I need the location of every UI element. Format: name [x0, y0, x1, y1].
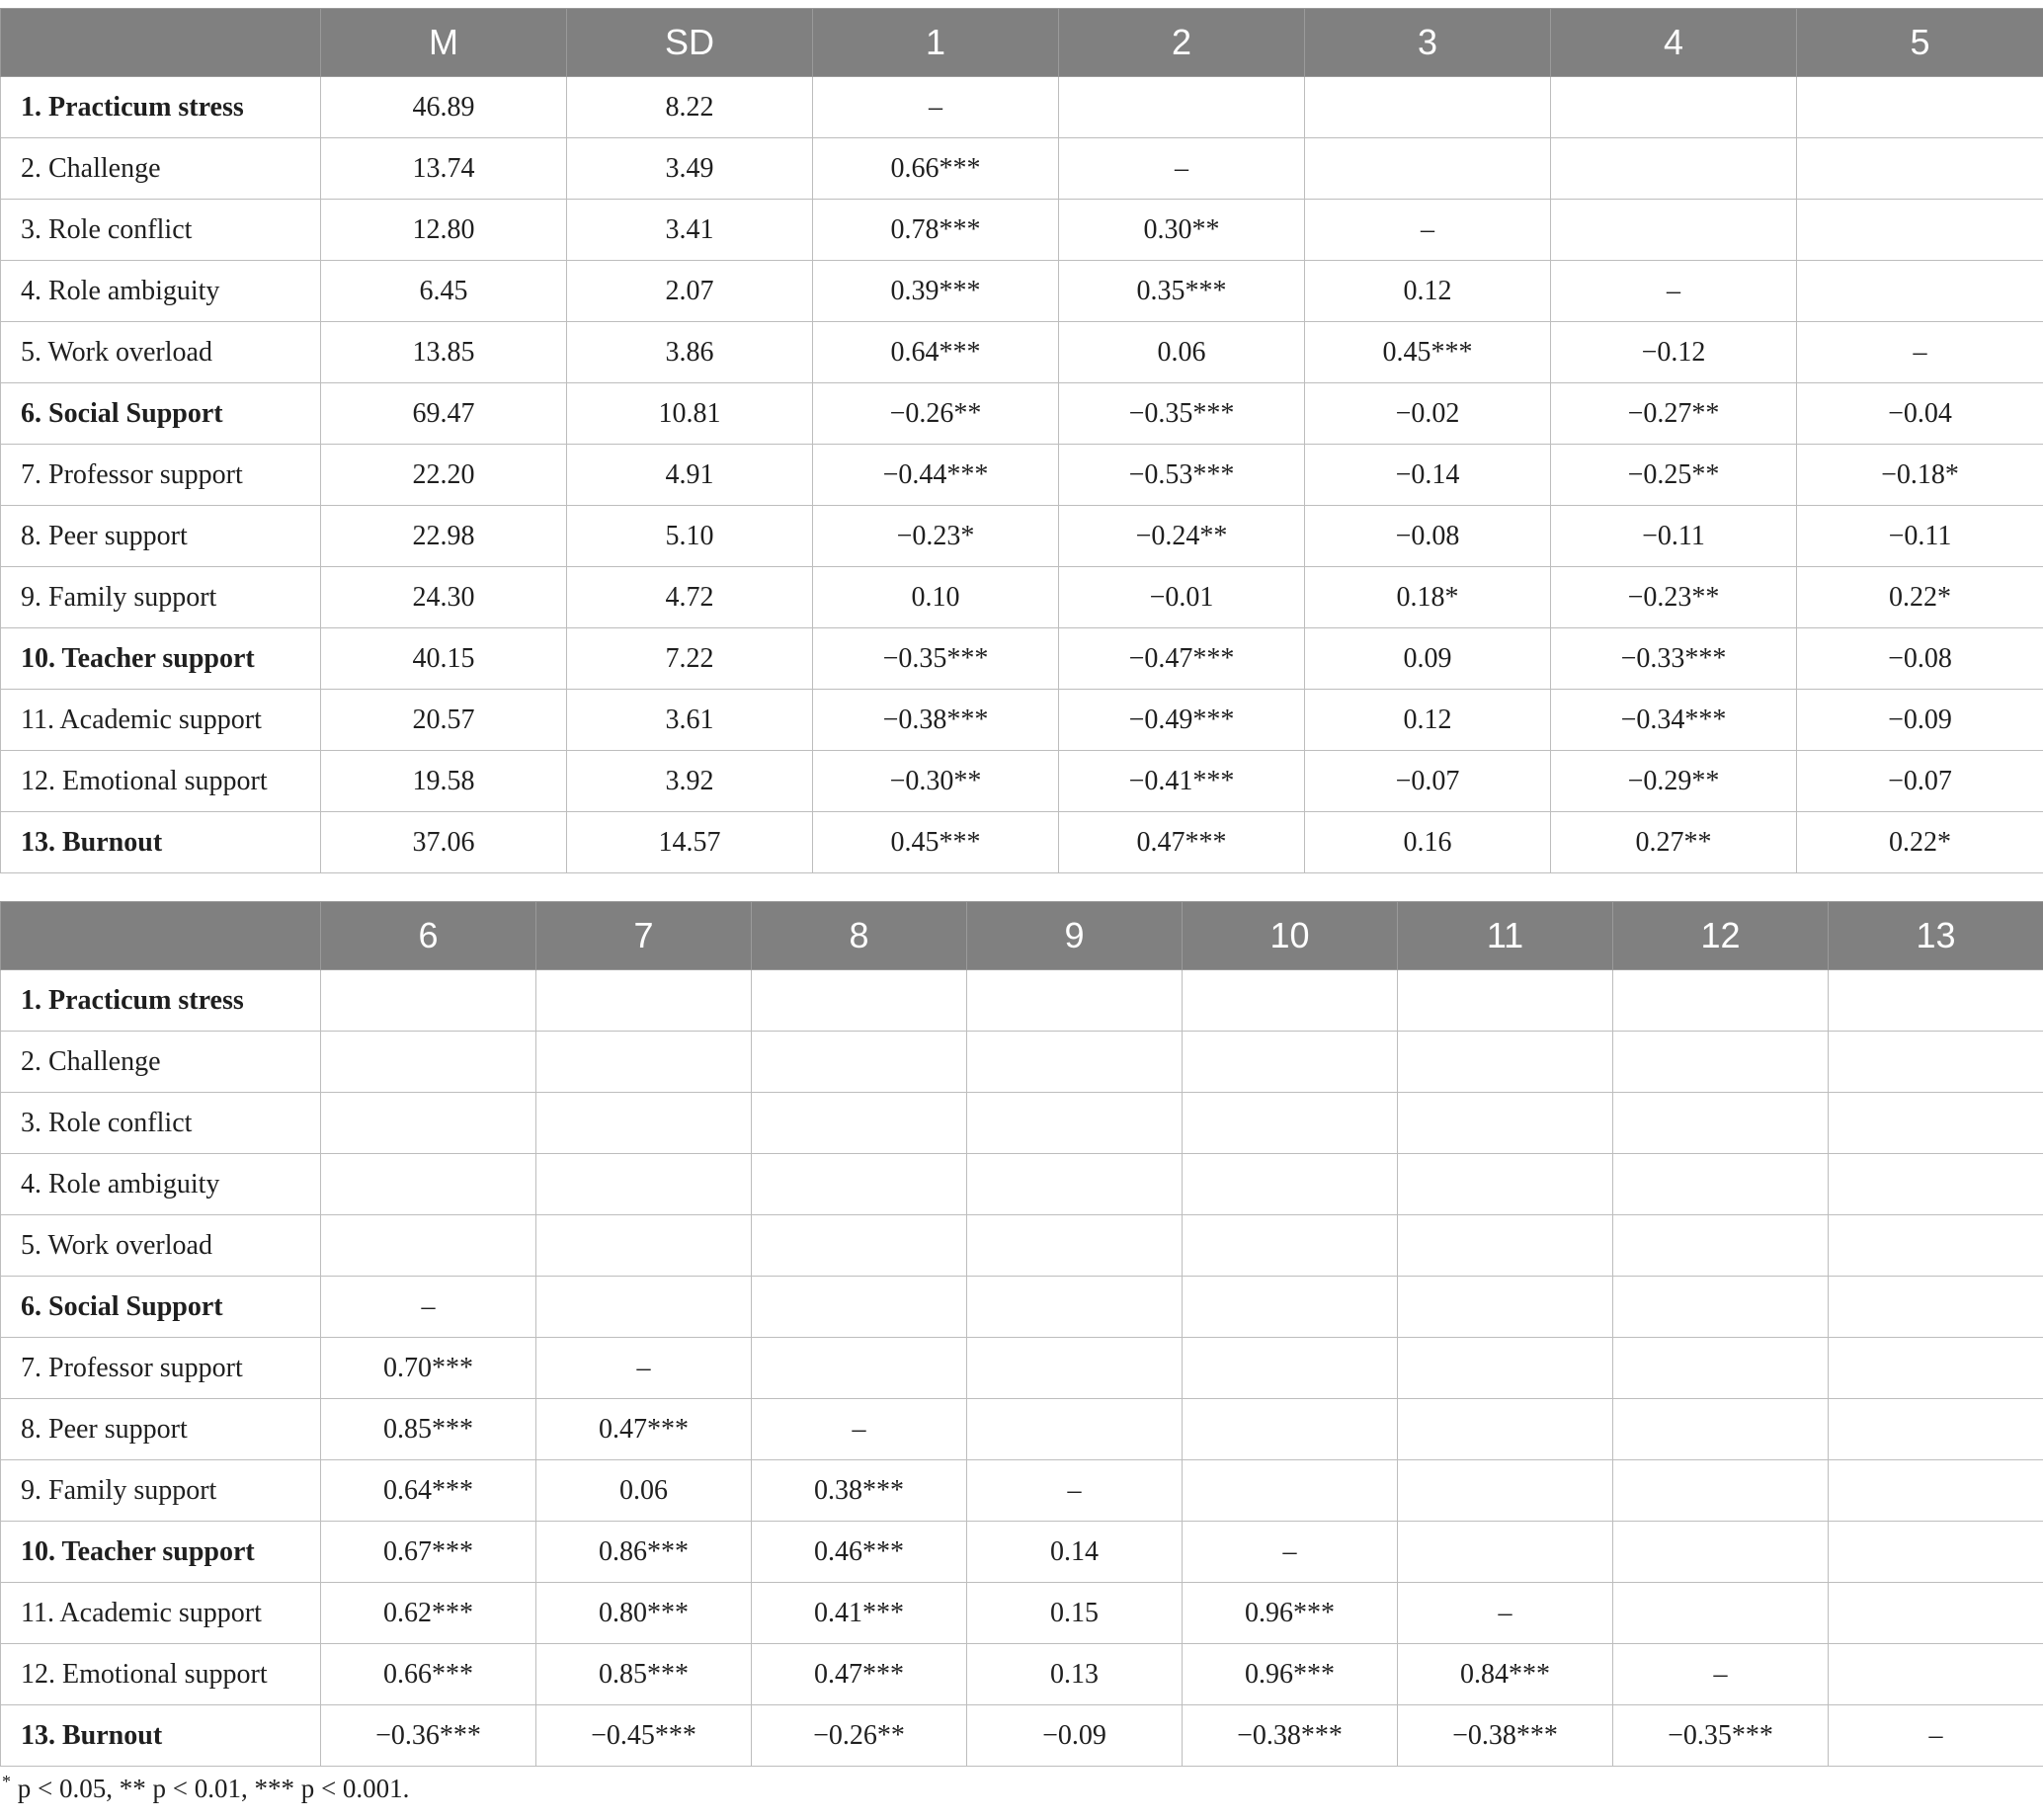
table-cell: −0.02: [1305, 383, 1551, 445]
table-cell: [967, 1154, 1183, 1215]
table-cell: [1551, 138, 1797, 200]
table-cell: −0.18*: [1797, 445, 2043, 506]
table-cell: –: [752, 1399, 967, 1460]
table-cell: −0.07: [1797, 751, 2043, 812]
table-cell: −0.11: [1551, 506, 1797, 567]
table-cell: [1398, 1093, 1613, 1154]
column-header: 2: [1059, 9, 1305, 77]
table-cell: 69.47: [321, 383, 567, 445]
table-row: [1, 506, 2043, 567]
table-cell: [1613, 1154, 1829, 1215]
table-row: [1, 1215, 2043, 1277]
table-row: [1, 322, 2043, 383]
table-cell: 0.22*: [1797, 567, 2043, 628]
table-cell: 3.41: [567, 200, 813, 261]
table-cell: 0.86***: [536, 1522, 752, 1583]
table-cell: [1613, 1460, 1829, 1522]
table-cell: −0.44***: [813, 445, 1059, 506]
table-cell: 3.92: [567, 751, 813, 812]
column-header: 9: [967, 902, 1183, 970]
table-row: [1, 1644, 2043, 1705]
table-cell: –: [1183, 1522, 1398, 1583]
table-cell: −0.08: [1797, 628, 2043, 690]
row-label: 7. Professor support: [1, 1338, 321, 1399]
table-cell: −0.26**: [752, 1705, 967, 1767]
table-cell: [1829, 970, 2043, 1032]
table-cell: 0.22*: [1797, 812, 2043, 873]
table-cell: 13.85: [321, 322, 567, 383]
table-cell: [1183, 1277, 1398, 1338]
table-row: [1, 77, 2043, 138]
table-cell: 0.45***: [1305, 322, 1551, 383]
table-cell: 0.84***: [1398, 1644, 1613, 1705]
table-cell: 0.85***: [321, 1399, 536, 1460]
table-row: [1, 445, 2043, 506]
table-cell: [1829, 1032, 2043, 1093]
table-row: [1, 567, 2043, 628]
table-row: [1, 138, 2043, 200]
table-row: [1, 1032, 2043, 1093]
column-header: SD: [567, 9, 813, 77]
row-label: 6. Social Support: [1, 1277, 321, 1338]
table-cell: [1613, 970, 1829, 1032]
table-cell: [1613, 1338, 1829, 1399]
table-row: [1, 1522, 2043, 1583]
row-label: 7. Professor support: [1, 445, 321, 506]
table-cell: −0.30**: [813, 751, 1059, 812]
table-cell: −0.35***: [813, 628, 1059, 690]
table-cell: 0.47***: [536, 1399, 752, 1460]
table-cell: [1613, 1522, 1829, 1583]
row-label: 1. Practicum stress: [1, 970, 321, 1032]
column-header: M: [321, 9, 567, 77]
table-cell: 22.98: [321, 506, 567, 567]
table-cell: [1398, 1032, 1613, 1093]
table-cell: −0.38***: [1183, 1705, 1398, 1767]
column-header: 3: [1305, 9, 1551, 77]
table-cell: [967, 1215, 1183, 1277]
table-cell: [1797, 261, 2043, 322]
table-cell: [967, 1338, 1183, 1399]
table-cell: −0.29**: [1551, 751, 1797, 812]
table-cell: 0.96***: [1183, 1644, 1398, 1705]
table-cell: 13.74: [321, 138, 567, 200]
table-cell: −0.11: [1797, 506, 2043, 567]
table-row: [1, 383, 2043, 445]
table-cell: [1305, 138, 1551, 200]
table-cell: 46.89: [321, 77, 567, 138]
table-cell: −0.53***: [1059, 445, 1305, 506]
table-cell: [1183, 1399, 1398, 1460]
table-cell: [752, 1093, 967, 1154]
table-cell: [1398, 1154, 1613, 1215]
table-cell: –: [1797, 322, 2043, 383]
row-label: 10. Teacher support: [1, 1522, 321, 1583]
table-cell: [1398, 1277, 1613, 1338]
table-row: [1, 812, 2043, 873]
table-cell: 0.47***: [752, 1644, 967, 1705]
table-row: [1, 261, 2043, 322]
table-cell: 0.46***: [752, 1522, 967, 1583]
table-cell: [1183, 1215, 1398, 1277]
table-cell: [1059, 77, 1305, 138]
table-cell: [752, 1154, 967, 1215]
row-label: 9. Family support: [1, 567, 321, 628]
table-cell: 2.07: [567, 261, 813, 322]
footnote-star: *: [2, 1772, 11, 1791]
table-cell: 0.27**: [1551, 812, 1797, 873]
table-cell: [1829, 1399, 2043, 1460]
table-cell: −0.27**: [1551, 383, 1797, 445]
table-cell: [1829, 1644, 2043, 1705]
table-cell: 0.15: [967, 1583, 1183, 1644]
table-cell: [536, 1032, 752, 1093]
table-cell: [1398, 1338, 1613, 1399]
table-cell: [1613, 1583, 1829, 1644]
table-cell: −0.23*: [813, 506, 1059, 567]
row-label: 9. Family support: [1, 1460, 321, 1522]
table-cell: [967, 1277, 1183, 1338]
row-label: 12. Emotional support: [1, 751, 321, 812]
table-cell: [1183, 1154, 1398, 1215]
column-header: 11: [1398, 902, 1613, 970]
table-cell: –: [1398, 1583, 1613, 1644]
table-cell: 0.66***: [813, 138, 1059, 200]
column-header: 12: [1613, 902, 1829, 970]
row-label: 2. Challenge: [1, 138, 321, 200]
table-cell: 0.35***: [1059, 261, 1305, 322]
table-cell: 0.96***: [1183, 1583, 1398, 1644]
row-label: 4. Role ambiguity: [1, 1154, 321, 1215]
table-row: [1, 200, 2043, 261]
column-header: 8: [752, 902, 967, 970]
table-cell: −0.38***: [813, 690, 1059, 751]
table-cell: −0.41***: [1059, 751, 1305, 812]
table-cell: −0.33***: [1551, 628, 1797, 690]
table-cell: [1398, 1522, 1613, 1583]
row-label: 5. Work overload: [1, 322, 321, 383]
table-cell: 24.30: [321, 567, 567, 628]
column-header: 10: [1183, 902, 1398, 970]
table-cell: [536, 1215, 752, 1277]
table-cell: −0.25**: [1551, 445, 1797, 506]
table-cell: −0.35***: [1613, 1705, 1829, 1767]
table-cell: 0.47***: [1059, 812, 1305, 873]
table-cell: [536, 1093, 752, 1154]
table-row: [1, 1705, 2043, 1767]
table-cell: [752, 1215, 967, 1277]
table-cell: [1551, 200, 1797, 261]
table-cell: [967, 1399, 1183, 1460]
table-cell: −0.09: [967, 1705, 1183, 1767]
table-cell: [1829, 1338, 2043, 1399]
row-label: 1. Practicum stress: [1, 77, 321, 138]
table-row: [1, 1338, 2043, 1399]
header-row: [1, 9, 2043, 77]
table-cell: 0.39***: [813, 261, 1059, 322]
table-cell: 0.64***: [321, 1460, 536, 1522]
correlation-table-top: [0, 8, 2043, 873]
table-cell: [1797, 200, 2043, 261]
row-label: 12. Emotional support: [1, 1644, 321, 1705]
table-row: [1, 690, 2043, 751]
table-cell: −0.14: [1305, 445, 1551, 506]
table-cell: –: [813, 77, 1059, 138]
header-row: [1, 902, 2043, 970]
header-corner: [1, 902, 321, 970]
table-cell: −0.04: [1797, 383, 2043, 445]
column-header: 7: [536, 902, 752, 970]
table-cell: 0.12: [1305, 261, 1551, 322]
table-cell: −0.26**: [813, 383, 1059, 445]
table-row: [1, 628, 2043, 690]
table-cell: 14.57: [567, 812, 813, 873]
table-cell: [967, 1093, 1183, 1154]
table-cell: 0.13: [967, 1644, 1183, 1705]
table-cell: [536, 1154, 752, 1215]
table-cell: [1829, 1277, 2043, 1338]
table-cell: 0.06: [536, 1460, 752, 1522]
table-cell: −0.24**: [1059, 506, 1305, 567]
table-row: [1, 1277, 2043, 1338]
table-cell: [1183, 1460, 1398, 1522]
table-cell: 0.16: [1305, 812, 1551, 873]
table-cell: [321, 970, 536, 1032]
table-cell: 0.18*: [1305, 567, 1551, 628]
table-cell: –: [536, 1338, 752, 1399]
table-cell: [1183, 1032, 1398, 1093]
table-cell: [752, 970, 967, 1032]
table-cell: −0.49***: [1059, 690, 1305, 751]
table-cell: 0.64***: [813, 322, 1059, 383]
table-cell: [1613, 1093, 1829, 1154]
table-row: [1, 1399, 2043, 1460]
table-cell: 37.06: [321, 812, 567, 873]
table-cell: 5.10: [567, 506, 813, 567]
table-row: [1, 1154, 2043, 1215]
row-label: 3. Role conflict: [1, 1093, 321, 1154]
table-cell: [321, 1215, 536, 1277]
table-cell: [321, 1032, 536, 1093]
table-cell: 0.06: [1059, 322, 1305, 383]
table-cell: [1551, 77, 1797, 138]
row-label: 6. Social Support: [1, 383, 321, 445]
table-row: [1, 1583, 2043, 1644]
column-header: 13: [1829, 902, 2043, 970]
table-cell: [1183, 970, 1398, 1032]
table-cell: [1398, 1215, 1613, 1277]
table-cell: −0.34***: [1551, 690, 1797, 751]
table-cell: [967, 1032, 1183, 1093]
table-cell: [752, 1032, 967, 1093]
table-cell: [1613, 1277, 1829, 1338]
table-cell: –: [1305, 200, 1551, 261]
column-header: 6: [321, 902, 536, 970]
table-cell: [321, 1093, 536, 1154]
table-cell: 0.38***: [752, 1460, 967, 1522]
table-cell: −0.08: [1305, 506, 1551, 567]
table-cell: [1797, 77, 2043, 138]
column-header: 1: [813, 9, 1059, 77]
table-cell: –: [1059, 138, 1305, 200]
table-cell: [1829, 1583, 2043, 1644]
table-cell: −0.38***: [1398, 1705, 1613, 1767]
table-cell: 0.67***: [321, 1522, 536, 1583]
table-cell: 0.12: [1305, 690, 1551, 751]
row-label: 2. Challenge: [1, 1032, 321, 1093]
table-row: [1, 751, 2043, 812]
row-label: 11. Academic support: [1, 690, 321, 751]
table-cell: 0.70***: [321, 1338, 536, 1399]
table-cell: 0.78***: [813, 200, 1059, 261]
table-cell: [1829, 1522, 2043, 1583]
table-cell: 0.41***: [752, 1583, 967, 1644]
table-cell: 0.45***: [813, 812, 1059, 873]
table-cell: [1398, 1460, 1613, 1522]
table-cell: 0.66***: [321, 1644, 536, 1705]
correlation-table-bottom: [0, 901, 2043, 1767]
row-label: 5. Work overload: [1, 1215, 321, 1277]
row-label: 8. Peer support: [1, 1399, 321, 1460]
table-cell: −0.12: [1551, 322, 1797, 383]
table-cell: [1613, 1032, 1829, 1093]
table-cell: [321, 1154, 536, 1215]
table-cell: 4.91: [567, 445, 813, 506]
table-cell: 3.61: [567, 690, 813, 751]
table-cell: [1183, 1338, 1398, 1399]
table-cell: 0.80***: [536, 1583, 752, 1644]
row-label: 13. Burnout: [1, 812, 321, 873]
table-cell: [752, 1338, 967, 1399]
table-cell: 19.58: [321, 751, 567, 812]
table-cell: [1797, 138, 2043, 200]
table-cell: −0.01: [1059, 567, 1305, 628]
table-cell: 40.15: [321, 628, 567, 690]
table-cell: [536, 970, 752, 1032]
table-cell: [1829, 1154, 2043, 1215]
table-cell: [1829, 1215, 2043, 1277]
header-corner: [1, 9, 321, 77]
table-cell: [1183, 1093, 1398, 1154]
table-cell: 3.49: [567, 138, 813, 200]
table-cell: −0.47***: [1059, 628, 1305, 690]
table-cell: –: [967, 1460, 1183, 1522]
table-cell: 7.22: [567, 628, 813, 690]
table-cell: 20.57: [321, 690, 567, 751]
table-cell: 0.10: [813, 567, 1059, 628]
table-cell: [752, 1277, 967, 1338]
footnote-text: p < 0.05, ** p < 0.01, *** p < 0.001.: [11, 1774, 410, 1803]
table-cell: 10.81: [567, 383, 813, 445]
table-cell: 0.14: [967, 1522, 1183, 1583]
table-cell: 22.20: [321, 445, 567, 506]
table-cell: 6.45: [321, 261, 567, 322]
table-cell: [1305, 77, 1551, 138]
table-cell: [1398, 1399, 1613, 1460]
table-cell: [1829, 1093, 2043, 1154]
row-label: 11. Academic support: [1, 1583, 321, 1644]
table-cell: −0.35***: [1059, 383, 1305, 445]
table-cell: 0.09: [1305, 628, 1551, 690]
table-cell: –: [321, 1277, 536, 1338]
table-cell: [1829, 1460, 2043, 1522]
table-cell: –: [1829, 1705, 2043, 1767]
table-cell: −0.07: [1305, 751, 1551, 812]
table-cell: −0.45***: [536, 1705, 752, 1767]
table-row: [1, 970, 2043, 1032]
table-cell: –: [1551, 261, 1797, 322]
table-cell: −0.36***: [321, 1705, 536, 1767]
table-cell: [1398, 970, 1613, 1032]
table-cell: 3.86: [567, 322, 813, 383]
table-cell: [967, 970, 1183, 1032]
row-label: 8. Peer support: [1, 506, 321, 567]
row-label: 4. Role ambiguity: [1, 261, 321, 322]
table-cell: 0.62***: [321, 1583, 536, 1644]
table-footnote: [2, 1774, 409, 1804]
table-cell: 12.80: [321, 200, 567, 261]
row-label: 13. Burnout: [1, 1705, 321, 1767]
table-cell: 0.30**: [1059, 200, 1305, 261]
table-cell: −0.23**: [1551, 567, 1797, 628]
table-row: [1, 1460, 2043, 1522]
table-cell: 0.85***: [536, 1644, 752, 1705]
table-cell: [1613, 1215, 1829, 1277]
table-cell: [1613, 1399, 1829, 1460]
table-cell: −0.09: [1797, 690, 2043, 751]
table-cell: 4.72: [567, 567, 813, 628]
table-cell: 8.22: [567, 77, 813, 138]
column-header: 5: [1797, 9, 2043, 77]
row-label: 3. Role conflict: [1, 200, 321, 261]
table-row: [1, 1093, 2043, 1154]
row-label: 10. Teacher support: [1, 628, 321, 690]
table-cell: –: [1613, 1644, 1829, 1705]
table-cell: [536, 1277, 752, 1338]
column-header: 4: [1551, 9, 1797, 77]
